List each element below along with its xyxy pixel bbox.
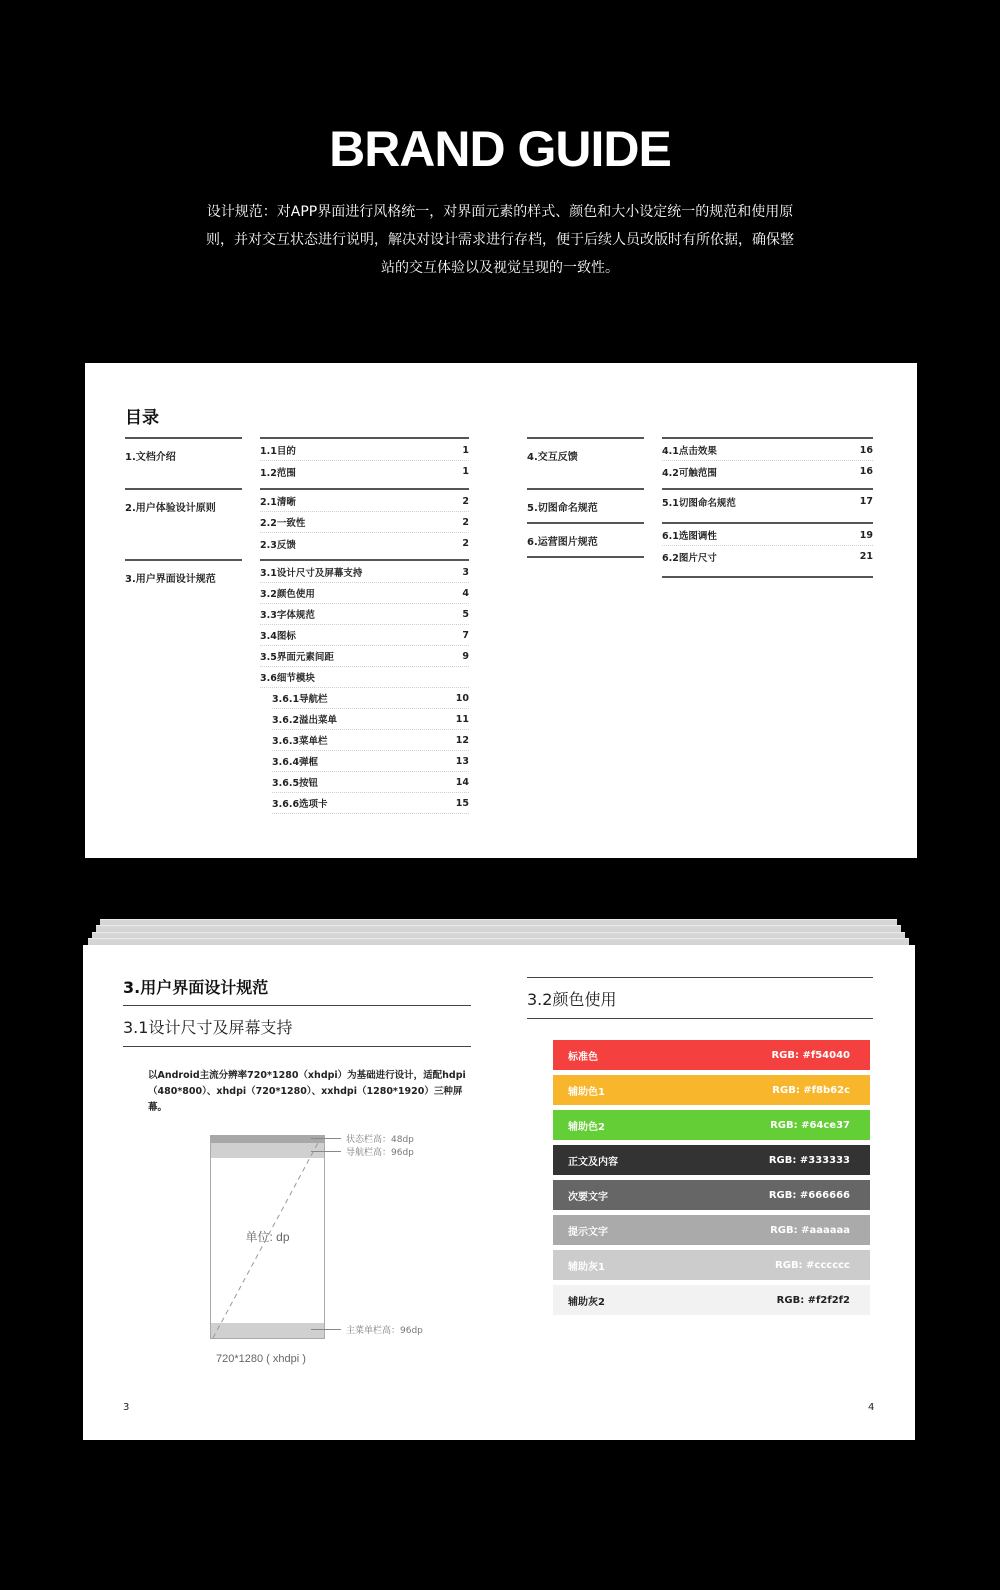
color-swatch (553, 1215, 870, 1245)
toc-item-title: 5.1切图命名规范 (662, 497, 736, 509)
toc-item-title: 2.1清晰 (260, 497, 296, 508)
toc-item-page: 11 (455, 713, 469, 725)
swatch-value: RGB: #64ce37 (770, 1119, 850, 1131)
resolution-paragraph: 以Android主流分辨率720*1280（xhdpi）为基础进行设计，适配hdpi（480*800）、xhdpi（720*1280）、xxhdpi（1280*1920）三种屏幕。 (148, 1070, 466, 1113)
toc-item-page: 4 (462, 587, 469, 599)
swatch-name: 提示文字 (568, 1226, 608, 1238)
toc-item-page: 3 (462, 566, 469, 578)
divider (123, 1046, 471, 1047)
annotation-text: 状态栏高：48dp (346, 1135, 414, 1145)
swatch-name: 标准色 (568, 1051, 598, 1063)
toc-section-label: 3.用户界面设计规范 (125, 574, 216, 585)
toc-item-title: 3.6.4弹框 (272, 757, 319, 768)
toc-sublist-1 (260, 437, 469, 482)
toc-item[interactable] (662, 546, 873, 567)
toc-item-title: 3.3字体规范 (260, 610, 315, 621)
toc-item[interactable] (260, 646, 469, 667)
divider (123, 1005, 471, 1006)
toc-item-title: 3.4图标 (260, 631, 296, 642)
swatch-value: RGB: #f8b62c (772, 1084, 850, 1096)
toc-item-page: 10 (455, 692, 469, 704)
toc-item[interactable] (260, 667, 469, 688)
toc-item-page: 7 (462, 629, 469, 641)
toc-item[interactable] (272, 688, 469, 709)
toc-section-6 (527, 522, 644, 548)
toc-item-title: 3.5界面元素间距 (260, 652, 334, 663)
spread-card (83, 945, 915, 1440)
toc-item-title: 6.2图片尺寸 (662, 552, 717, 564)
toc-item[interactable] (260, 604, 469, 625)
toc-section-1 (125, 437, 242, 463)
swatch-value: RGB: #aaaaaa (770, 1224, 850, 1236)
toc-item-page: 13 (455, 755, 469, 767)
toc-item-title: 4.2可触范围 (662, 467, 717, 479)
color-swatch (553, 1040, 870, 1070)
toc-section-3 (125, 559, 242, 585)
toc-item[interactable] (272, 793, 469, 814)
toc-item[interactable] (662, 525, 873, 546)
toc-item[interactable] (272, 751, 469, 772)
toc-item-page: 16 (859, 444, 873, 456)
page-number-left: 3 (123, 1402, 130, 1413)
toc-item-page: 15 (455, 797, 469, 809)
color-swatch (553, 1180, 870, 1210)
swatch-name: 辅助灰1 (568, 1261, 605, 1273)
toc-section-label: 6.运营图片规范 (527, 537, 598, 548)
toc-sublist-5 (662, 488, 873, 512)
toc-item[interactable] (260, 533, 469, 554)
toc-item[interactable] (260, 512, 469, 533)
toc-item-page: 1 (462, 444, 469, 456)
toc-item-page: 2 (462, 538, 469, 549)
toc-item-page: 2 (462, 495, 469, 507)
toc-item-title: 6.1选图调性 (662, 531, 717, 542)
color-swatch (553, 1250, 870, 1280)
toc-title: 目录 (125, 408, 159, 428)
toc-item-page: 14 (455, 776, 469, 788)
toc-item[interactable] (662, 440, 873, 461)
menu-bar-annotation (311, 1323, 423, 1336)
toc-item[interactable] (662, 461, 873, 482)
swatch-name: 正文及内容 (568, 1156, 618, 1168)
toc-item[interactable] (260, 583, 469, 604)
brand-guide-title: BRAND GUIDE (329, 121, 671, 177)
swatch-name: 辅助色2 (568, 1121, 605, 1133)
toc-item-title: 3.1设计尺寸及屏幕支持 (260, 568, 363, 579)
toc-item-page: 9 (462, 650, 469, 662)
toc-item-page: 17 (859, 496, 873, 507)
divider (527, 1018, 873, 1019)
toc-item-page: 12 (455, 734, 469, 746)
toc-section-label: 2.用户体验设计原则 (125, 503, 216, 514)
toc-item-title: 3.6.2溢出菜单 (272, 715, 338, 726)
unit-label: 单位: dp (245, 1230, 290, 1244)
toc-item[interactable] (272, 730, 469, 751)
swatch-value: RGB: #f54040 (771, 1049, 850, 1061)
swatch-value: RGB: #333333 (768, 1154, 850, 1166)
toc-item-title: 3.6细节模块 (260, 673, 315, 684)
toc-item-title: 3.6.1导航栏 (272, 694, 328, 705)
swatch-value: RGB: #666666 (768, 1189, 850, 1201)
color-swatch (553, 1285, 870, 1315)
toc-item[interactable] (260, 625, 469, 646)
toc-item[interactable] (260, 491, 469, 512)
toc-item[interactable] (260, 562, 469, 583)
toc-sublist-6 (662, 522, 873, 567)
toc-item-page: 5 (462, 608, 469, 620)
color-swatch (553, 1145, 870, 1175)
section-heading-colors: 3.2颜色使用 (527, 990, 617, 1009)
swatch-value: RGB: #cccccc (775, 1259, 850, 1271)
toc-item-title: 3.6.3菜单栏 (272, 736, 328, 747)
page-number-right: 4 (868, 1402, 875, 1413)
toc-section-label: 5.切图命名规范 (527, 503, 598, 514)
toc-section-2 (125, 488, 242, 514)
toc-item-title: 2.3反馈 (260, 539, 296, 551)
toc-card (85, 363, 917, 858)
toc-item-title: 1.2范围 (260, 467, 296, 479)
swatch-name: 辅助灰2 (568, 1296, 605, 1308)
toc-item[interactable] (260, 461, 469, 482)
phone-diagram (210, 1135, 325, 1339)
toc-item[interactable] (272, 772, 469, 793)
annotation-text: 导航栏高：96dp (346, 1148, 414, 1158)
subsection-heading: 3.1设计尺寸及屏幕支持 (123, 1018, 293, 1037)
toc-item-page: 21 (859, 551, 873, 562)
toc-item-page: 19 (859, 529, 873, 541)
toc-item-page: 1 (462, 466, 469, 477)
toc-sublist-2 (260, 488, 469, 554)
swatch-name: 次要文字 (568, 1191, 608, 1203)
toc-divider (527, 556, 644, 558)
swatch-name: 辅助色1 (568, 1086, 605, 1098)
toc-item-title: 3.6.5按钮 (272, 778, 319, 789)
toc-item-title: 3.2颜色使用 (260, 589, 315, 600)
swatch-value: RGB: #f2f2f2 (776, 1294, 850, 1306)
toc-item[interactable] (260, 440, 469, 461)
nav-bar-annotation (311, 1145, 414, 1158)
toc-section-4 (527, 437, 644, 463)
status-bar-annotation (311, 1132, 414, 1145)
color-swatch (553, 1075, 870, 1105)
annotation-text: 主菜单栏高：96dp (346, 1326, 423, 1336)
toc-sublist-4 (662, 437, 873, 482)
divider (527, 977, 873, 978)
toc-item[interactable] (272, 709, 469, 730)
toc-item-title: 3.6.6选项卡 (272, 799, 328, 810)
brand-guide-description: 设计规范：对APP界面进行风格统一，对界面元素的样式、颜色和大小设定统一的规范和使用原则，并对交互状态进行说明，解决对设计需求进行存档，便于后续人员改版时有所依据，确保整站的交互体验以及视觉呈现的一致性。 (206, 204, 794, 276)
diagram-caption: 720*1280 ( xhdpi ) (216, 1353, 306, 1365)
toc-section-5 (527, 488, 644, 514)
toc-item[interactable] (662, 491, 873, 512)
toc-section-label: 1.文档介绍 (125, 452, 176, 463)
toc-item-title: 1.1目的 (260, 446, 296, 457)
toc-item-page: 16 (859, 466, 873, 477)
toc-item-title: 2.2一致性 (260, 518, 306, 529)
color-swatch (553, 1110, 870, 1140)
toc-sublist-3 (260, 559, 469, 814)
toc-divider (662, 576, 873, 578)
toc-item-page: 2 (462, 516, 469, 528)
toc-item-title: 4.1点击效果 (662, 446, 717, 457)
section-heading: 3.用户界面设计规范 (123, 978, 269, 997)
toc-section-label: 4.交互反馈 (527, 452, 578, 463)
